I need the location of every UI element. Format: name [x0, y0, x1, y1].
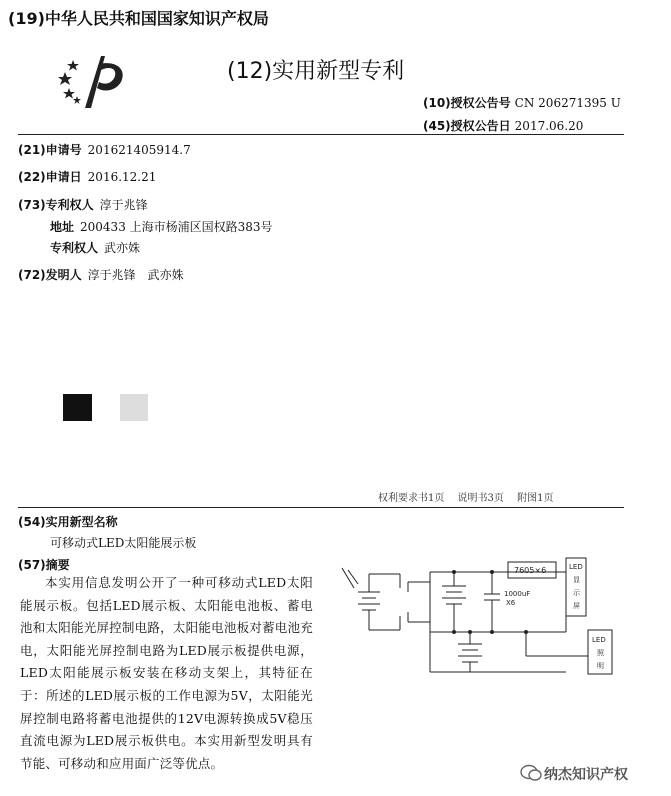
publication-number-label: (10)授权公告号: [423, 96, 511, 110]
publication-date-row: [423, 117, 583, 134]
abstract-text: 本实用信息发明公开了一种可移动式LED太阳能展示板。包括LED展示板、太阳能电池板、蓄电池和太阳能光屏控制电路，太阳能电池板对蓄电池充电，太阳能光屏控制电路为LED展示板提供电源，LED太阳能展示板安装在移动支架上，其特征在于：所述的LED展示板的工作电源为5V，太阳能光屏控制电路将蓄电池提供的12V电源转换成5V稳压直流电源为LED展示板供电。本实用新型发明具有节能、可移动和应用面广泛等优点。: [20, 575, 313, 771]
display-label-1: 显: [573, 576, 580, 584]
patentee2-label: 专利权人: [50, 241, 99, 255]
wechat-icon: [520, 764, 542, 782]
code-block-gray: [120, 394, 148, 421]
code-block-black: [63, 394, 92, 421]
page-count: 权利要求书1页 说明书3页 附图1页: [378, 493, 554, 504]
abstract-label: (57)摘要: [18, 558, 70, 572]
patentee2-row: [50, 239, 140, 256]
watermark-text: 纳杰知识产权: [544, 767, 628, 783]
star-icon: [67, 60, 79, 71]
office-name: (19)中华人民共和国国家知识产权局: [8, 9, 269, 28]
inventor-label: (72)发明人: [18, 268, 82, 282]
patentee-label: (73)专利权人: [18, 198, 94, 212]
application-date-row: [18, 168, 156, 185]
capacitor-label-1: 1000uF: [504, 590, 531, 598]
patentee: 淳于兆锋: [99, 198, 148, 212]
display-label-0: LED: [569, 563, 583, 571]
lighting-label-2: 明: [597, 662, 604, 670]
utility-title-label: (54)实用新型名称: [18, 515, 118, 529]
lighting-label-0: LED: [592, 636, 606, 644]
lighting-label-1: 照: [597, 649, 604, 657]
address: 200433 上海市杨浦区国权路383号: [80, 220, 273, 234]
cnipa-logo: [55, 52, 130, 110]
application-date: 2016.12.21: [87, 170, 157, 184]
regulator-label: 7605×6: [514, 566, 547, 575]
publication-date: 2017.06.20: [514, 119, 584, 133]
patentee-row: [18, 196, 148, 213]
address-row: [50, 218, 273, 235]
application-number-row: [18, 141, 191, 158]
display-label-3: 屏: [573, 602, 580, 610]
capacitor-label-2: X6: [506, 599, 516, 607]
star-icon: [58, 72, 72, 85]
application-date-label: (22)申请日: [18, 170, 82, 184]
pages-rule: [18, 507, 624, 508]
utility-title: 可移动式LED太阳能展示板: [50, 536, 197, 550]
star-icon: [63, 88, 75, 99]
application-number-label: (21)申请号: [18, 143, 82, 157]
display-label-2: 示: [573, 589, 580, 597]
publication-number-row: [423, 94, 621, 111]
address-label: 地址: [50, 220, 75, 234]
header-rule: [18, 134, 624, 135]
application-number: 201621405914.7: [87, 143, 191, 157]
inventor-row: [18, 266, 184, 283]
patent-kind: (12)实用新型专利: [227, 59, 405, 84]
patentee2: 武亦姝: [104, 241, 141, 255]
inventor: 淳于兆锋 武亦姝: [87, 268, 184, 282]
star-icon: [73, 96, 81, 104]
publication-number: CN 206271395 U: [514, 96, 621, 110]
publication-date-label: (45)授权公告日: [423, 119, 511, 133]
circuit-figure: [330, 552, 630, 684]
